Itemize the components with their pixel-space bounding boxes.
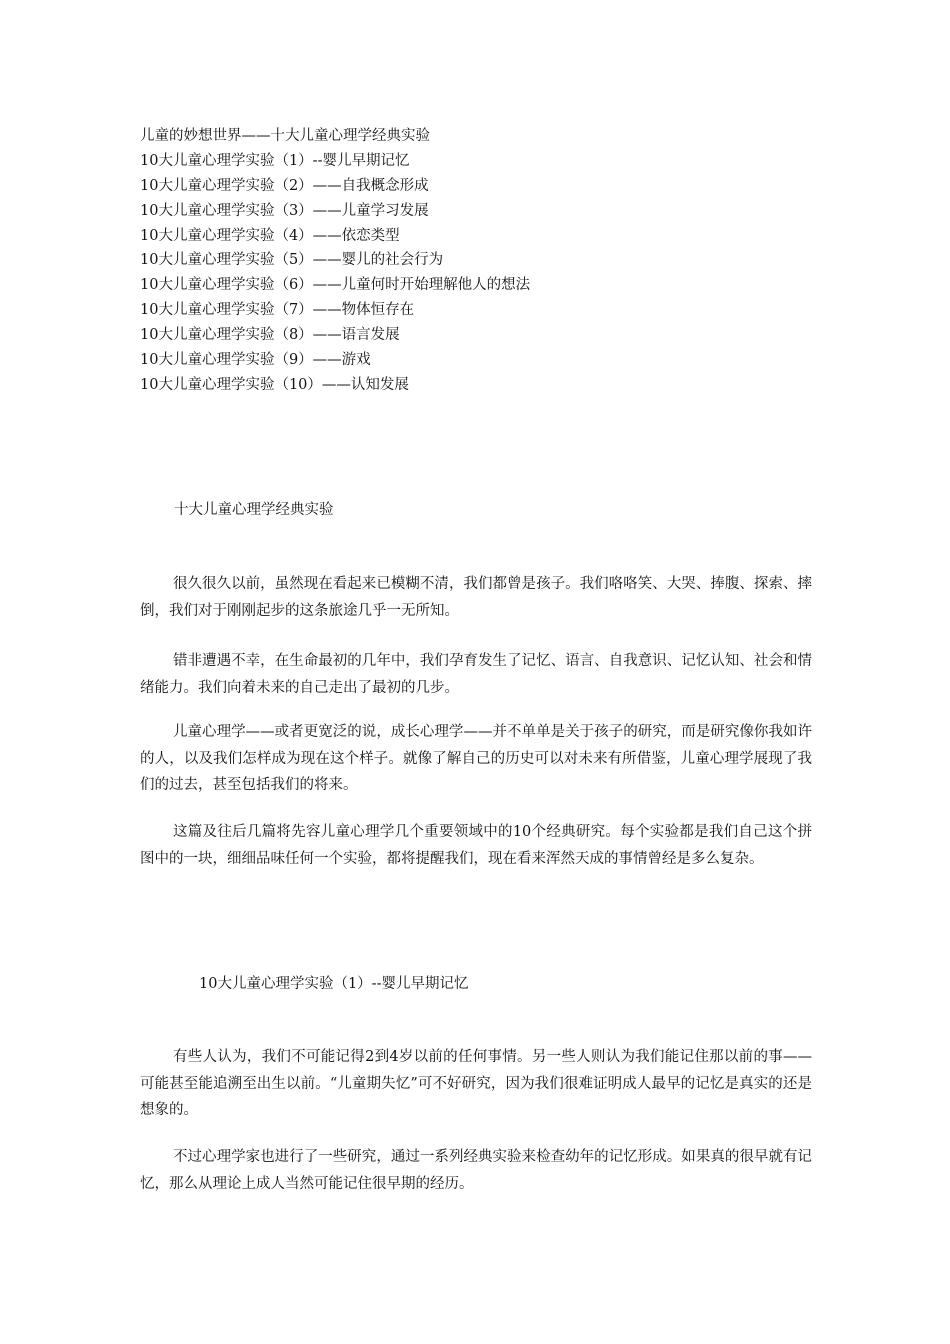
intro-paragraph: 儿童心理学——或者更宽泛的说，成长心理学——并不单单是关于孩子的研究，而是研究像你我如许的人，以及我们怎样成为现在这个样子。就像了解自己的历史可以对未来有所借鉴，儿童心理学展现了我们的过去，甚至包括我们的将来。	[140, 724, 812, 793]
intro-paragraph: 这篇及往后几篇将先容儿童心理学几个重要领域中的10个经典研究。每个实验都是我们自己这个拼图中的一块，细细品味任何一个实验，都将提醒我们，现在看来浑然天成的事情曾经是多么复杂。	[140, 824, 812, 867]
toc-item: 10大儿童心理学实验（5）——婴儿的社会行为	[140, 252, 444, 269]
toc-item: 10大儿童心理学实验（7）——物体恒存在	[140, 302, 415, 319]
toc-item: 10大儿童心理学实验（6）——儿童何时开始理解他人的想法	[140, 277, 531, 294]
intro-paragraph: 很久很久以前，虽然现在看起来已模糊不清，我们都曾是孩子。我们咯咯笑、大哭、捧腹、探索、摔倒，我们对于刚刚起步的这条旅途几乎一无所知。	[140, 576, 812, 619]
section1-paragraph: 有些人认为，我们不可能记得2到4岁以前的任何事情。另一些人则认为我们能记住那以前的事——可能甚至能追溯至出生以前。“儿童期失忆”可不好研究，因为我们很难证明成人最早的记忆是真实的还是想象的。	[140, 1049, 812, 1118]
toc-item: 10大儿童心理学实验（9）——游戏	[140, 352, 371, 369]
section1-paragraph: 不过心理学家也进行了一些研究，通过一系列经典实验来检查幼年的记忆形成。如果真的很早就有记忆，那么从理论上成人当然可能记住很早期的经历。	[140, 1149, 812, 1192]
intro-heading: 十大儿童心理学经典实验	[174, 502, 334, 518]
toc-item: 10大儿童心理学实验（4）——依恋类型	[140, 227, 400, 244]
toc-item: 10大儿童心理学实验（10）——认知发展	[140, 376, 409, 393]
toc-item: 10大儿童心理学实验（2）——自我概念形成	[140, 177, 429, 194]
intro-paragraph: 错非遭遇不幸，在生命最初的几年中，我们孕育发生了记忆、语言、自我意识、记忆认知、社会和情绪能力。我们向着未来的自己走出了最初的几步。	[140, 653, 812, 696]
toc-item: 10大儿童心理学实验（8）——语言发展	[140, 327, 400, 344]
toc-item: 10大儿童心理学实验（3）——儿童学习发展	[140, 202, 429, 219]
toc-item: 10大儿童心理学实验（1）--婴儿早期记忆	[140, 152, 410, 169]
section1-heading: 10大儿童心理学实验（1）--婴儿早期记忆	[199, 976, 469, 992]
toc-title: 儿童的妙想世界——十大儿童心理学经典实验	[140, 128, 430, 144]
table-of-contents	[140, 124, 820, 398]
